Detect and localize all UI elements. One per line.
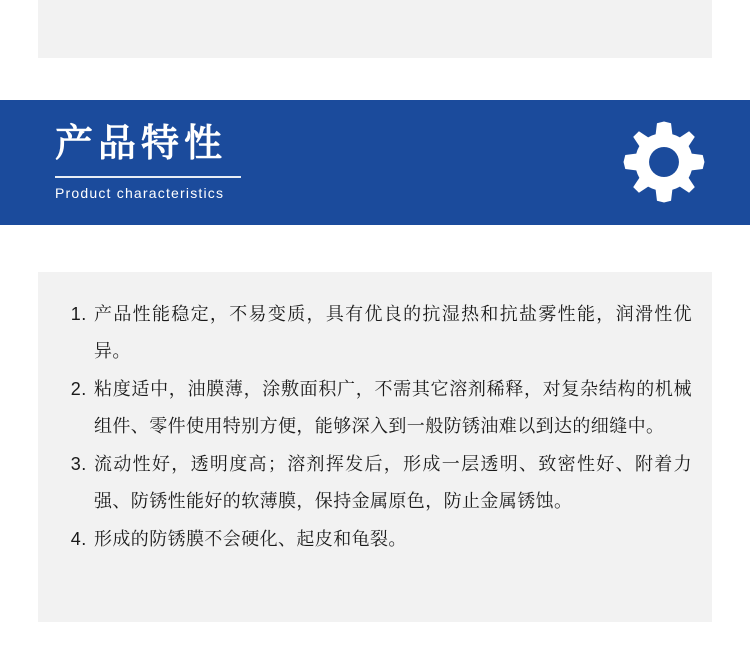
list-item: 3. 流动性好，透明度高；溶剂挥发后，形成一层透明、致密性好、附着力强、防锈性能好的软薄膜，保持金属原色，防止金属锈蚀。 [92, 446, 692, 520]
list-item: 2. 粘度适中，油膜薄，涂敷面积广，不需其它溶剂稀释，对复杂结构的机械组件、零件使用特别方便，能够深入到一般防锈油难以到达的细缝中。 [92, 371, 692, 445]
title-divider [55, 176, 241, 178]
list-item: 4. 形成的防锈膜不会硬化、起皮和龟裂。 [92, 521, 692, 558]
section-title: 产品特性 [55, 123, 228, 165]
section-subtitle: Product characteristics [55, 185, 225, 201]
intro-paragraph-text [56, 0, 694, 8]
banner-inner [0, 100, 750, 225]
list-item: 1. 产品性能稳定，不易变质，具有优良的抗湿热和抗盐雾性能，润滑性优异。 [92, 296, 692, 370]
section-banner [0, 100, 750, 225]
feature-list [58, 296, 692, 558]
gear-icon [620, 118, 708, 206]
intro-paragraph-block [38, 0, 712, 58]
features-block [38, 272, 712, 622]
